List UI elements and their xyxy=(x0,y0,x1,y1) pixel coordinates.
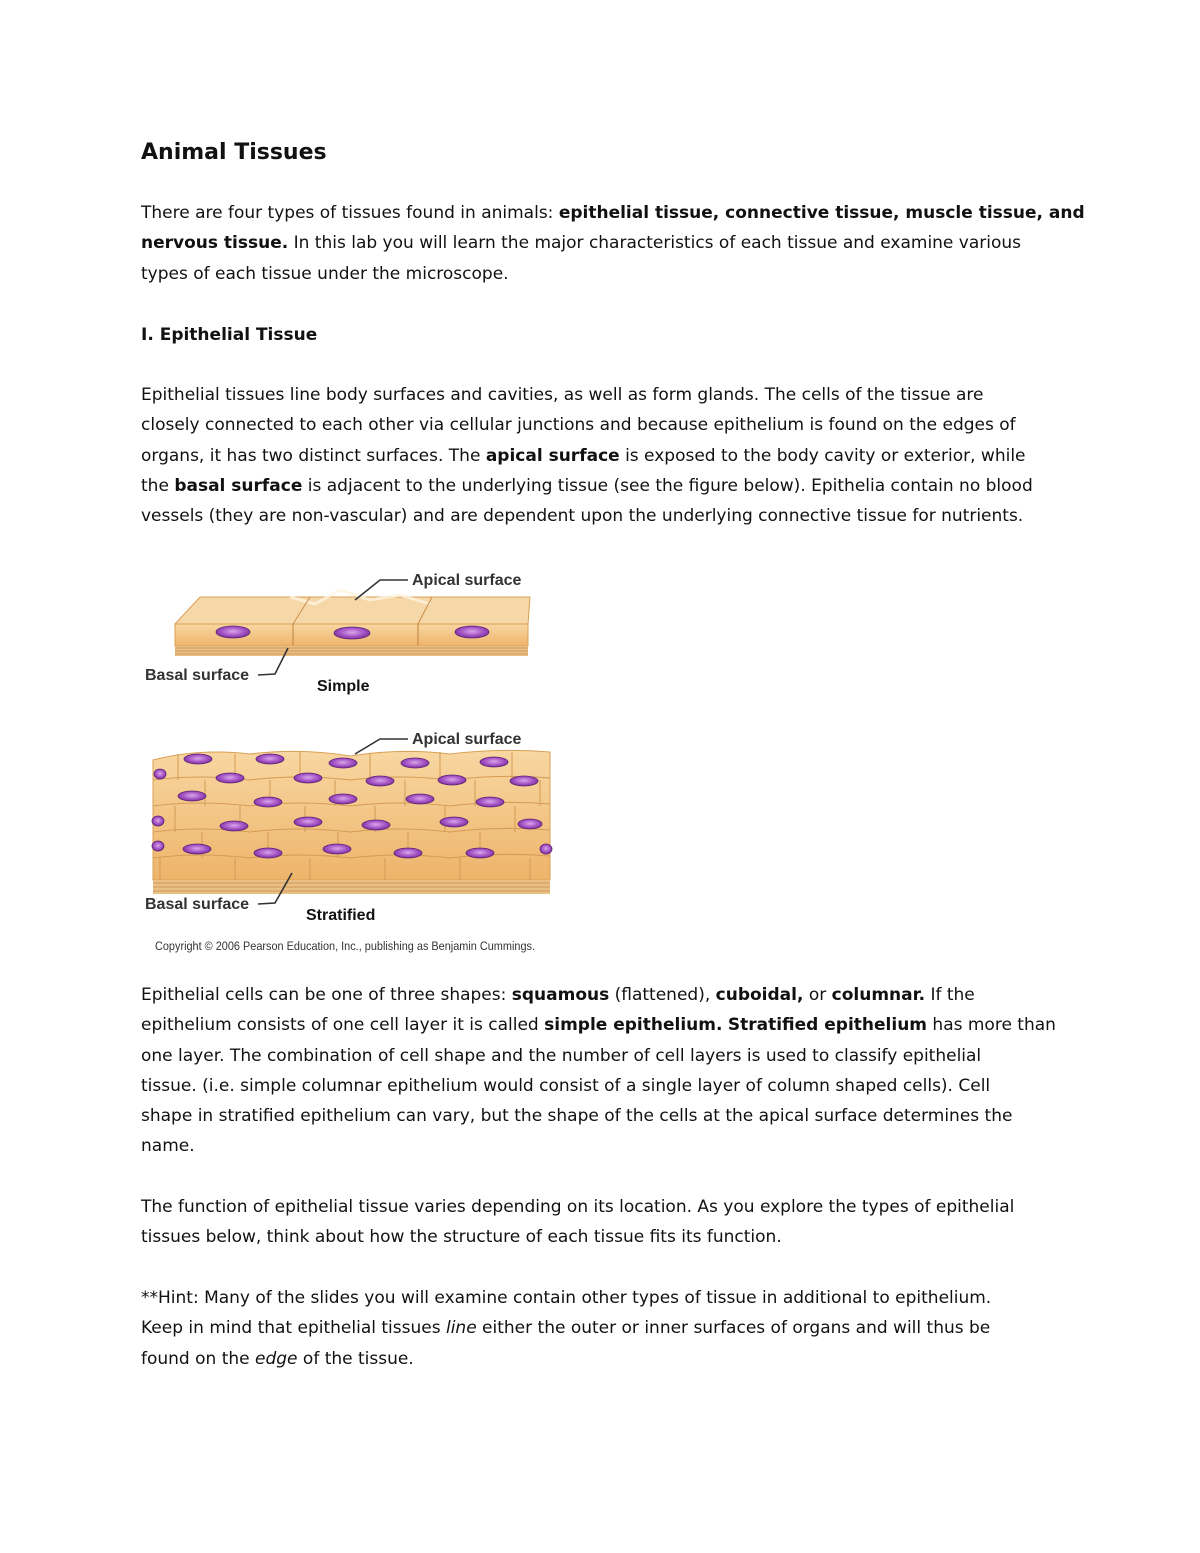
hint-paragraph xyxy=(141,1283,1071,1374)
edge-emphasis: edge xyxy=(255,1348,298,1369)
paragraph-text: organs, it has two distinct surfaces. The xyxy=(141,445,486,466)
stratified-apical-label: Apical surface xyxy=(412,731,522,748)
intro-paragraph xyxy=(141,198,1085,289)
figure-copyright: Copyright © 2006 Pearson Education, Inc., publishing as Benjamin Cummings. xyxy=(155,939,535,953)
paragraph-line: tissue. (i.e. simple columnar epithelium would consist of a single layer of column shaped cells). Cell xyxy=(141,1075,991,1096)
squamous-term: squamous xyxy=(511,985,610,1005)
simple-epithelium xyxy=(145,572,530,695)
nervous-tissue-bold: nervous tissue. xyxy=(141,233,289,254)
cell-shapes-paragraph xyxy=(141,980,1071,1162)
epithelium-diagram xyxy=(140,562,560,962)
cuboidal-term: cuboidal, xyxy=(715,985,804,1005)
paragraph-line: shape in stratified epithelium can vary, but the shape of the cells at the apical surface determines the xyxy=(141,1106,1013,1127)
paragraph-text: of the tissue. xyxy=(297,1348,414,1369)
simple-epithelium-term: simple epithelium. xyxy=(544,1015,723,1036)
paragraph-text: the xyxy=(141,475,175,496)
simple-basal-label: Basal surface xyxy=(145,667,250,684)
paragraph-text: either the outer or inner surfaces of organs and will thus be xyxy=(476,1318,991,1339)
line-emphasis: line xyxy=(445,1318,477,1339)
paragraph-line: one layer. The combination of cell shape and the number of cell layers is used to classify epithelial xyxy=(141,1045,982,1066)
paragraph-line: tissues below, think about how the structure of each tissue fits its function. xyxy=(141,1227,782,1248)
columnar-term: columnar. xyxy=(831,985,926,1005)
paragraph-line: **Hint: Many of the slides you will examine contain other types of tissue in additional to epithelium. xyxy=(141,1288,992,1308)
paragraph-line: The function of epithelial tissue varies depending on its location. As you explore the types of epithelial xyxy=(141,1197,1015,1217)
epithelial-paragraph xyxy=(141,380,1071,531)
basal-surface-term: basal surface xyxy=(174,475,303,496)
paragraph-line: closely connected to each other via cellular junctions and because epithelium is found on the edges of xyxy=(141,415,1016,436)
simple-apical-label: Apical surface xyxy=(412,572,522,589)
stratified-epithelium-term: Stratified epithelium xyxy=(727,1015,928,1036)
section-heading-text: I. Epithelial Tissue xyxy=(141,325,318,345)
paragraph-text: is adjacent to the underlying tissue (see the figure below). Epithelia contain no blood xyxy=(302,475,1033,496)
tissue-types-bold: epithelial tissue, connective tissue, muscle tissue, and xyxy=(558,203,1085,223)
intro-text: In this lab you will learn the major characteristics of each tissue and examine various xyxy=(288,233,1022,254)
paragraph-text: is exposed to the body cavity or exterior, while xyxy=(619,445,1026,466)
stratified-title: Stratified xyxy=(306,907,376,924)
paragraph-line: name. xyxy=(141,1136,195,1157)
paragraph-line: Epithelial tissues line body surfaces and cavities, as well as form glands. The cells of the tissue are xyxy=(141,385,984,405)
intro-text: There are four types of tissues found in animals: xyxy=(141,203,559,223)
epithelium-figure xyxy=(140,562,560,962)
paragraph-text: If the xyxy=(925,985,975,1005)
paragraph-text: Keep in mind that epithelial tissues xyxy=(141,1318,446,1339)
paragraph-text: epithelium consists of one cell layer it is called xyxy=(141,1015,545,1036)
paragraph-text: Epithelial cells can be one of three shapes: xyxy=(141,985,512,1005)
paragraph-text: or xyxy=(803,985,832,1005)
paragraph-text: has more than xyxy=(927,1015,1056,1036)
apical-surface-term: apical surface xyxy=(485,445,620,466)
paragraph-text: (flattened), xyxy=(609,985,716,1005)
paragraph-text: found on the xyxy=(141,1348,256,1369)
paragraph-line: vessels (they are non-vascular) and are dependent upon the underlying connective tissue for nutrients. xyxy=(141,506,1024,527)
stratified-epithelium xyxy=(145,731,552,924)
function-paragraph xyxy=(141,1192,1071,1253)
section-heading-epithelial xyxy=(141,320,1071,350)
stratified-basal-label: Basal surface xyxy=(145,896,250,913)
intro-text: types of each tissue under the microscope. xyxy=(141,263,509,284)
page-title: Animal Tissues xyxy=(141,140,327,165)
simple-title: Simple xyxy=(317,678,370,695)
